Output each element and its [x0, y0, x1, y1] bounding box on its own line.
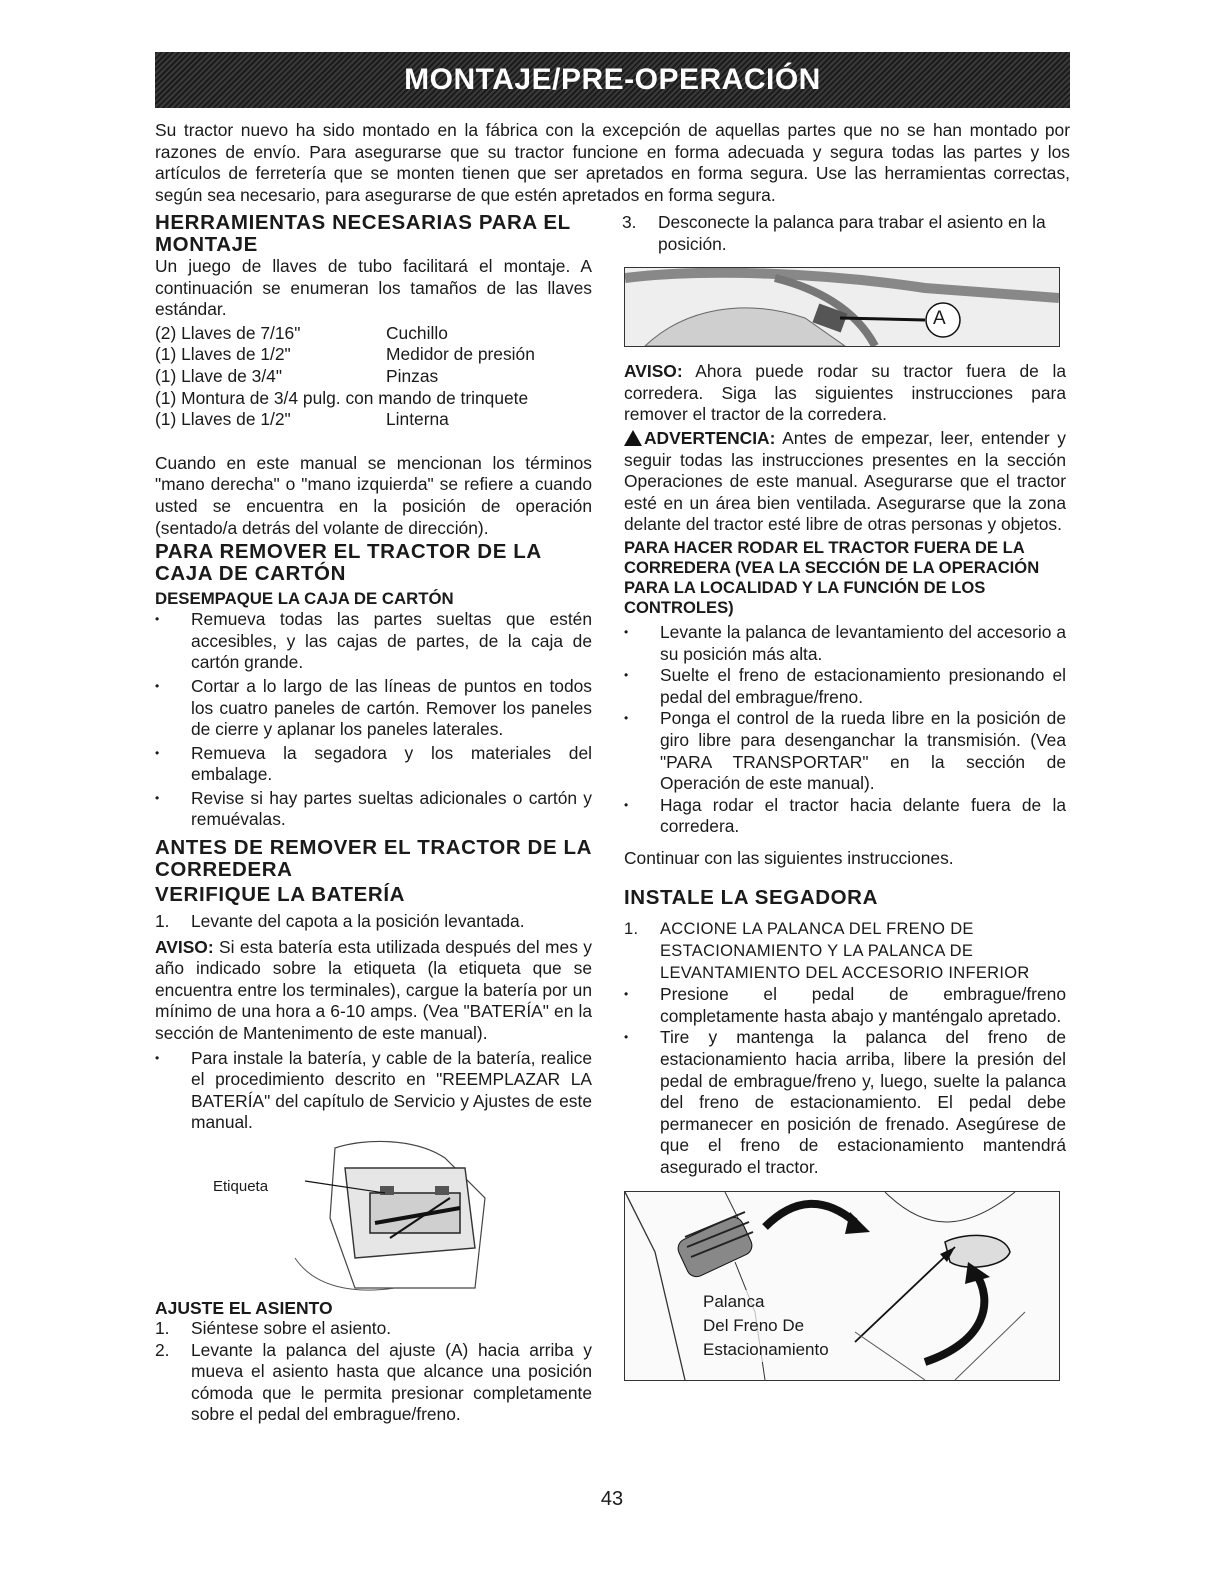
seat-step: 1. Siéntese sobre el asiento. [155, 1318, 392, 1338]
warning-icon [624, 430, 642, 446]
intro-paragraph: Su tractor nuevo ha sido montado en la fábrica con la excepción de aquellas partes que no se han montado por razones de envío. Para asegurarse que su tractor funcione en forma adecuada y segura todas las partes y los artículos de ferretería que se monten tienen que ser apretados en forma segura. Use las herramientas correctas, según sea necesario, para asegurarse de que estén apretados en forma segura. [155, 120, 1070, 205]
list-item: • Haga rodar el tractor hacia delante fuera de la corredera. [624, 795, 1066, 838]
right-column [624, 212, 1066, 1381]
tools-row: (1) Llaves de 1/2" Linterna [155, 409, 449, 430]
seat-lever-label: A [933, 308, 946, 330]
tools-row: (1) Llave de 3/4" Pinzas [155, 365, 439, 386]
list-item: • Para instale la batería, y cable de la batería, realice el procedimiento descrito en "REEMPLAZAR LA BATERÍA" del capítulo de Servicio y Ajustes de este manual. [155, 1048, 592, 1134]
list-item: • Tire y mantenga la palanca del freno de estacionamiento hacia arriba, libere la presión del pedal de embrague/freno y, luego, suelte la palanca del freno de estacionamiento. El pedal debe permanecer en posición de frenado. Asegúrese de que el freno de estacionamiento mantendrá asegurado el tractor. [624, 1027, 1066, 1178]
tools-heading: HERRAMIENTAS NECESARIAS PARA EL MONTAJE [155, 211, 571, 256]
etiqueta-label: Etiqueta [213, 1178, 269, 1195]
continue-text: Continuar con las siguientes instrucciones. [624, 847, 954, 868]
mower-step: 1. ACCIONE LA PALANCA DEL FRENO DE ESTACIONAMIENTO Y LA PALANCA DE LEVANTAMIENTO DEL ACCESORIO INFERIOR [624, 920, 1030, 982]
unpack-subheading: DESEMPAQUE LA CAJA DE CARTÓN [155, 589, 454, 609]
battery-heading: VERIFIQUE LA BATERÍA [155, 883, 406, 907]
hand-note: Cuando en este manual se mencionan los términos "mano derecha" o "mano izquierda" se refiere a cuando usted se encuentra en la posición de operación (sentado/a detrás del volante de dirección). [155, 452, 592, 538]
seat-step: 3. Desconecte la palanca para trabar el asiento en la posición. [622, 212, 1046, 254]
seat-heading: AJUSTE EL ASIENTO [155, 1298, 333, 1318]
brake-figure [624, 1191, 1060, 1381]
page-title: MONTAJE/PRE-OPERACIÓN [155, 52, 1070, 108]
roll-aviso: AVISO: Ahora puede rodar su tractor fuera de la corredera. Siga las siguientes instrucciones para remover el tractor de la corredera. [624, 361, 1066, 425]
battery-illustration [275, 1138, 505, 1294]
page-number: 43 [600, 1488, 624, 1510]
seat-step: 2. Levante la palanca del ajuste (A) hacia arriba y mueva el asiento hasta que alcance una posición cómoda que le permita presionar completamente sobre el pedal del embrague/freno. [155, 1339, 592, 1425]
tools-row: (2) Llaves de 7/16" Cuchillo [155, 322, 448, 343]
tools-text: Un juego de llaves de tubo facilitará el montaje. A continuación se enumeran los tamaños de las llaves estándar. [155, 256, 592, 320]
list-item: • Ponga el control de la rueda libre en la posición de giro libre para desenganchar la transmisión. (Vea "PARA TRANSPORTAR" en la sección de Operación de este manual). [624, 708, 1066, 794]
list-item: • Presione el pedal de embrague/freno completamente hasta abajo y manténgalo apretado. [624, 984, 1066, 1027]
list-item: • Remueva la segadora y los materiales del embalage. [155, 743, 592, 786]
tools-list [155, 323, 592, 431]
battery-aviso: AVISO: Si esta batería esta utilizada después del mes y año indicado sobre la etiqueta (la etiqueta que se encuentra entre los terminales), cargue la batería por un mínimo de una hora a 6-10 amps. (Vea "BATERÍA" en la sección de Mantenimento de este manual). [155, 936, 592, 1044]
seat-lever-figure [624, 267, 1060, 347]
brake-lever-label: Palanca Del Freno De Estacionamiento [703, 1290, 829, 1362]
mower-heading: INSTALE LA SEGADORA [624, 886, 878, 910]
roll-warning: ADVERTENCIA: Antes de empezar, leer, entender y seguir todas las instrucciones presentes en la sección Operaciones de este manual. Asegurarse que el tractor esté en un área bien ventilada. Asegurarse que la zona delante del tractor esté libre de otras personas y objetos. [624, 427, 1066, 535]
brake-illustration [625, 1192, 1059, 1380]
remove-box-heading: PARA REMOVER EL TRACTOR DE LA CAJA DE CARTÓN [155, 540, 542, 586]
list-item: • Remueva todas las partes sueltas que estén accesibles, y las cajas de partes, de la caja de cartón grande. [155, 609, 592, 674]
list-item: • Suelte el freno de estacionamiento presionando el pedal del embrague/freno. [624, 665, 1066, 708]
battery-figure [155, 1138, 592, 1296]
tools-row: (1) Llaves de 1/2" Medidor de presión [155, 344, 535, 365]
list-item: • Revise si hay partes sueltas adicionales o cartón y remuévalas. [155, 788, 592, 831]
before-heading: ANTES DE REMOVER EL TRACTOR DE LA CORREDERA [155, 836, 592, 882]
seat-lever-illustration [625, 268, 1059, 346]
roll-heading: PARA HACER RODAR EL TRACTOR FUERA DE LA CORREDERA (VEA LA SECCIÓN DE LA OPERACIÓN PARA LA LOCALIDAD Y LA FUNCIÓN DE LOS CONTROLES) [624, 537, 1040, 617]
battery-step: 1. Levante del capota a la posición levantada. [155, 911, 525, 932]
list-item: • Cortar a lo largo de las líneas de puntos en todos los cuatro paneles de cartón. Remover los paneles de cierre y aplanar los paneles laterales. [155, 676, 592, 741]
left-column [155, 212, 592, 1426]
tools-row: (1) Montura de 3/4 pulg. con mando de trinquete [155, 387, 529, 408]
list-item: • Levante la palanca de levantamiento del accesorio a su posición más alta. [624, 622, 1066, 665]
